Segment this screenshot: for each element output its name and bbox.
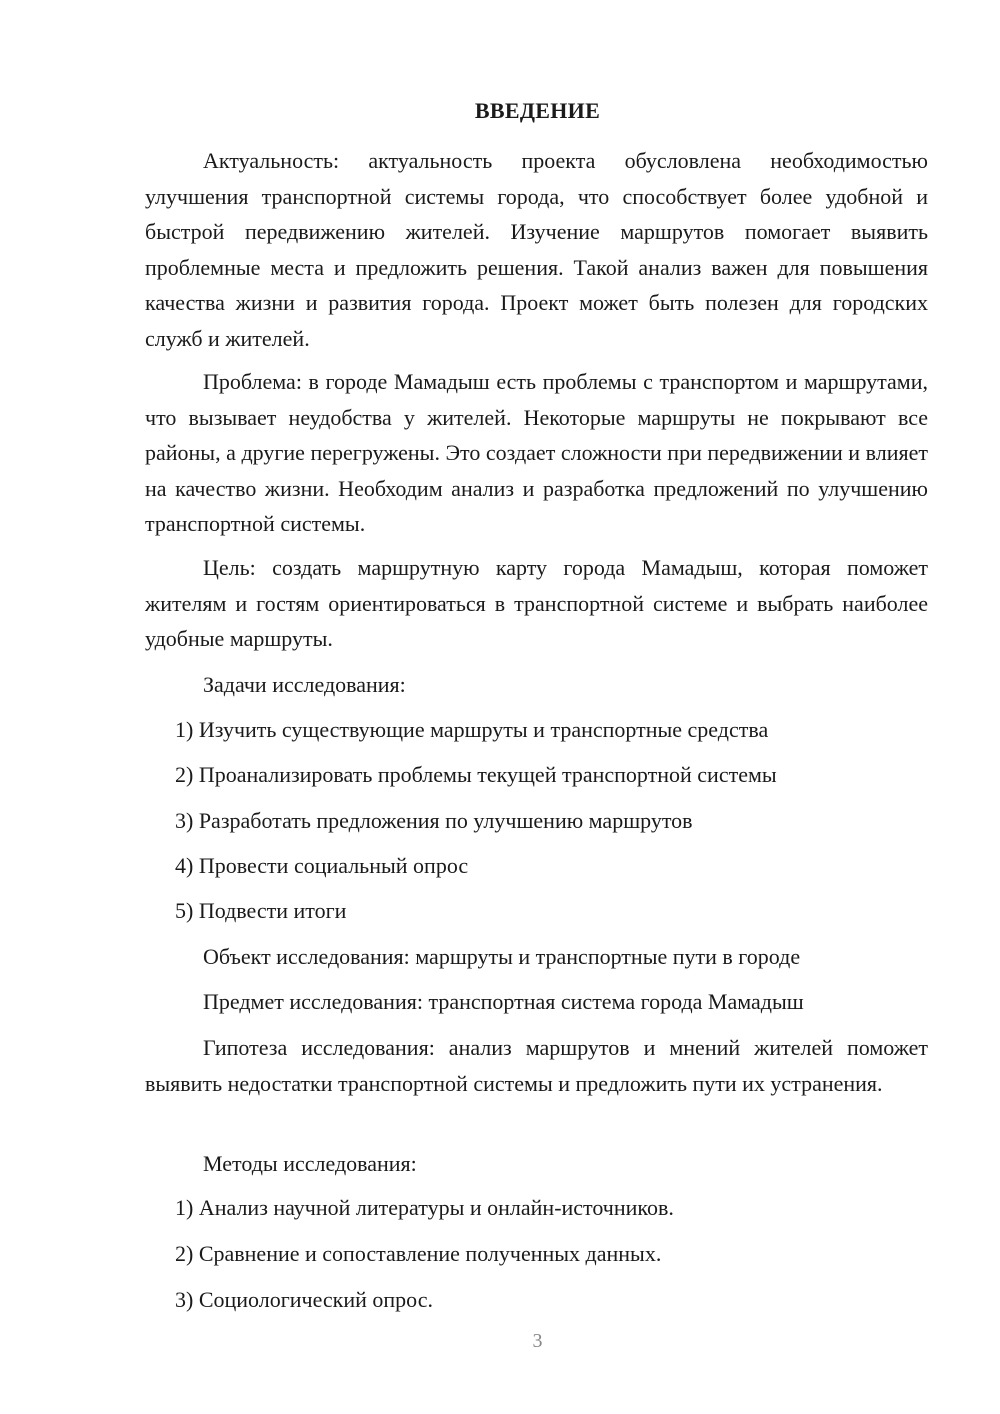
page-title: ВВЕДЕНИЕ bbox=[474, 98, 601, 123]
method-item-1: 1) Анализ научной литературы и онлайн-источников. bbox=[175, 1195, 674, 1220]
task-item-3: 3) Разработать предложения по улучшению маршрутов bbox=[175, 808, 693, 833]
research-object: Объект исследования: маршруты и транспортные пути в городе bbox=[203, 944, 801, 969]
paragraph-goal: Цель: создать маршрутную карту города Мамадыш, которая поможет жителям и гостям ориентироваться в транспортной системе и выбрать наиболее удобные маршруты. bbox=[145, 555, 928, 651]
task-item-1: 1) Изучить существующие маршруты и транспортные средства bbox=[175, 717, 769, 742]
paragraph-relevance: Актуальность: актуальность проекта обусловлена необходимостью улучшения транспортной системы города, что способствует более удобной и быстрой передвижению жителей. Изучение маршрутов помогает выявить проблемные места и предложить решения. Такой анализ важен для повышения качества жизни и развития города. Проект может быть полезен для городских служб и жителей. bbox=[145, 148, 928, 351]
method-item-3: 3) Социологический опрос. bbox=[175, 1287, 433, 1312]
task-item-5: 5) Подвести итоги bbox=[175, 898, 347, 923]
task-item-2: 2) Проанализировать проблемы текущей транспортной системы bbox=[175, 762, 777, 787]
research-subject: Предмет исследования: транспортная система города Мамадыш bbox=[203, 989, 804, 1014]
paragraph-problem: Проблема: в городе Мамадыш есть проблемы с транспортом и маршрутами, что вызывает неудобства у жителей. Некоторые маршруты не покрывают все районы, а другие перегружены. Это создает сложности при передвижении и влияет на качество жизни. Необходим анализ и разработка предложений по улучшению транспортной системы. bbox=[145, 369, 928, 536]
paragraph-hypothesis: Гипотеза исследования: анализ маршрутов и мнений жителей поможет выявить недостатки транспортной системы и предложить пути их устранения. bbox=[145, 1035, 928, 1096]
task-item-4: 4) Провести социальный опрос bbox=[175, 853, 469, 878]
tasks-heading: Задачи исследования: bbox=[203, 672, 406, 697]
method-item-2: 2) Сравнение и сопоставление полученных данных. bbox=[175, 1241, 662, 1266]
page-number: 3 bbox=[532, 1330, 543, 1352]
methods-heading: Методы исследования: bbox=[203, 1151, 417, 1176]
